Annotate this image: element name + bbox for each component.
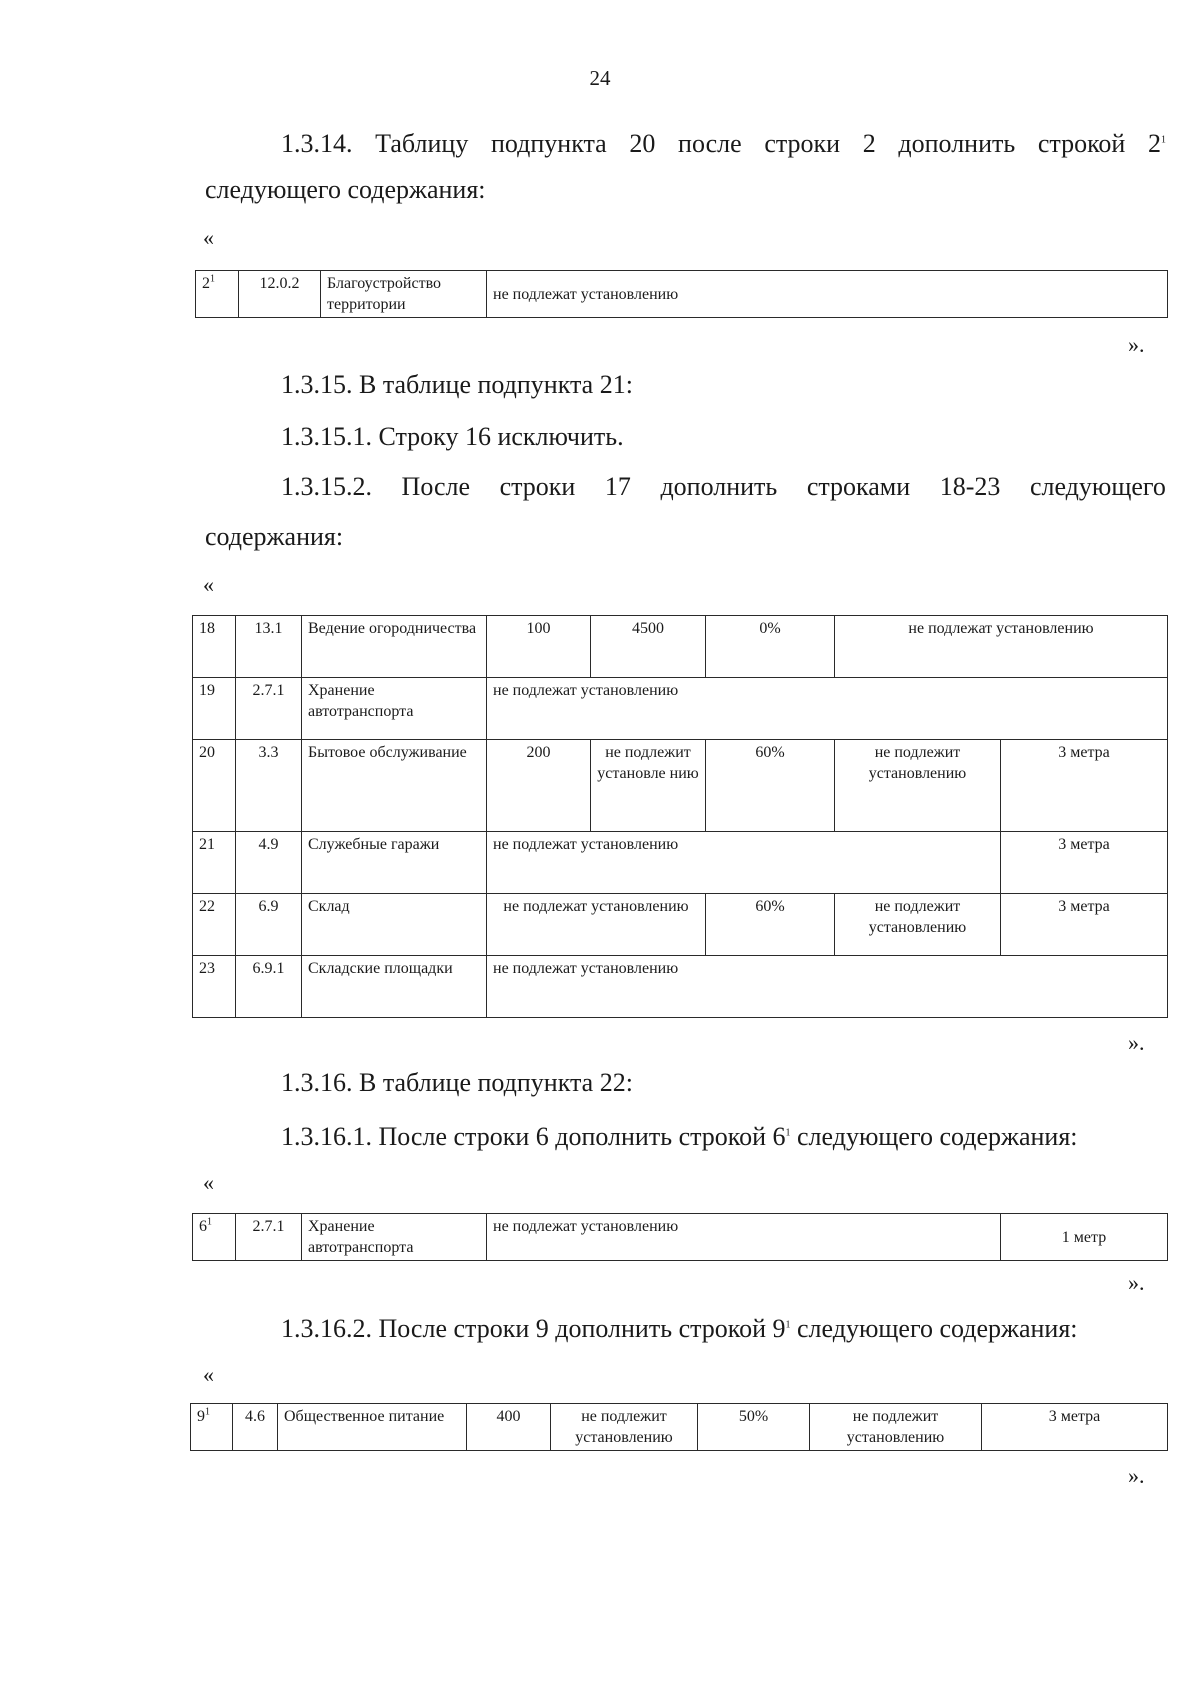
- superscript: 1: [785, 1127, 791, 1139]
- word: После: [401, 472, 471, 501]
- opening-quote: «: [203, 572, 214, 597]
- word: 18-23: [939, 472, 1001, 501]
- cell-value: 50%: [698, 1404, 810, 1451]
- closing-quote: ».: [1128, 332, 1145, 357]
- word: строками: [806, 472, 911, 501]
- cell-value: 3 метра: [1001, 832, 1168, 894]
- cell-code: 4.6: [233, 1404, 278, 1451]
- cell-code: 6.9.1: [236, 956, 302, 1018]
- cell-row-number: [191, 1404, 233, 1451]
- cell-merged-value: не подлежат установлению: [487, 1214, 1001, 1261]
- word: 2: [862, 129, 876, 158]
- cell-row-number: 20: [193, 740, 236, 832]
- cell-value: не подлежит установлению: [810, 1404, 982, 1451]
- cell-row-number: 23: [193, 956, 236, 1018]
- word: 1.3.15.2.: [281, 472, 372, 501]
- word: после: [678, 129, 742, 158]
- cell-value: 60%: [706, 740, 835, 832]
- cell-name: Служебные гаражи: [302, 832, 487, 894]
- cell-row-number: 21: [193, 832, 236, 894]
- word: строки: [764, 129, 841, 158]
- table-row: [193, 894, 1168, 956]
- cell-value: не подлежит установлению: [835, 740, 1001, 832]
- word: дополнить: [898, 129, 1016, 158]
- cell-value: 60%: [706, 894, 835, 956]
- word: подпункта: [490, 129, 607, 158]
- word: 20: [629, 129, 656, 158]
- table-row: [193, 956, 1168, 1018]
- opening-quote: «: [203, 225, 214, 250]
- cell-name: Складские площадки: [302, 956, 487, 1018]
- cell-value: 200: [487, 740, 591, 832]
- closing-quote: ».: [1128, 1030, 1145, 1055]
- table-row: [193, 1214, 1168, 1261]
- cell-code: 6.9: [236, 894, 302, 956]
- cell-name: Склад: [302, 894, 487, 956]
- table-row-9-1: [190, 1403, 1168, 1451]
- cell-value: не подлежат установлению: [487, 271, 1168, 318]
- page-number: 24: [589, 66, 611, 90]
- cell-value: не подлежит установле нию: [591, 740, 706, 832]
- cell-value: 3 метра: [1001, 740, 1168, 832]
- cell-row-number: 22: [193, 894, 236, 956]
- row-number-text: 9: [197, 1408, 205, 1425]
- cell-value: 400: [467, 1404, 551, 1451]
- cell-row-number: 18: [193, 616, 236, 678]
- paragraph-1-3-16: 1.3.16. В таблице подпункта 22:: [281, 1068, 633, 1097]
- cell-merged-value: не подлежат установлению: [487, 956, 1168, 1018]
- cell-code: 12.0.2: [239, 271, 321, 318]
- superscript: 1: [205, 1406, 210, 1418]
- cell-row-number: [193, 1214, 236, 1261]
- word: строки: [499, 472, 576, 501]
- cell-code: 13.1: [236, 616, 302, 678]
- cell-code: 4.9: [236, 832, 302, 894]
- superscript: 1: [207, 1216, 212, 1228]
- cell-merged-value: не подлежат установлению: [487, 832, 1001, 894]
- cell-value: не подлежат установлению: [835, 616, 1168, 678]
- paragraph-1-3-15-2-line2: содержания:: [205, 522, 344, 551]
- cell-row-number: 19: [193, 678, 236, 740]
- superscript: 1: [210, 273, 215, 285]
- paragraph-text: 1.3.16.1. После строки 6 дополнить строкой 6: [281, 1122, 786, 1151]
- cell-value: 1 метр: [1001, 1214, 1168, 1261]
- row-number-text: 2: [1147, 129, 1161, 158]
- word: следующего: [1029, 472, 1166, 501]
- table-row: [196, 271, 1168, 318]
- cell-code: 3.3: [236, 740, 302, 832]
- cell-value: не подлежит установлению: [551, 1404, 698, 1451]
- cell-name: Общественное питание: [278, 1404, 467, 1451]
- word: 1.3.14.: [281, 129, 353, 158]
- cell-merged-value: не подлежат установлению: [487, 678, 1168, 740]
- word-with-superscript: [1148, 127, 1166, 161]
- paragraph-1-3-15-2-line1: [281, 470, 1166, 504]
- closing-quote: ».: [1128, 1463, 1145, 1488]
- cell-code: 2.7.1: [236, 678, 302, 740]
- table-row: [193, 678, 1168, 740]
- closing-quote: ».: [1128, 1270, 1145, 1295]
- paragraph-1-3-14-line2: следующего содержания:: [205, 175, 486, 204]
- table-rows-18-23: [192, 615, 1168, 1018]
- cell-name: Хранение автотранспорта: [302, 1214, 487, 1261]
- paragraph-1-3-16-2: [281, 1312, 1078, 1346]
- row-number-text: 2: [202, 275, 210, 292]
- row-number-text: 6: [199, 1218, 207, 1235]
- table-row: [193, 740, 1168, 832]
- paragraph-text: 1.3.16.2. После строки 9 дополнить строкой 9: [281, 1314, 786, 1343]
- cell-name: Хранение автотранспорта: [302, 678, 487, 740]
- paragraph-1-3-15-1: 1.3.15.1. Строку 16 исключить.: [281, 422, 624, 451]
- paragraph-text: следующего содержания:: [790, 1122, 1078, 1151]
- cell-merged-value: не подлежат установлению: [487, 894, 706, 956]
- cell-value: 4500: [591, 616, 706, 678]
- cell-value: 100: [487, 616, 591, 678]
- table-row-6-1: [192, 1213, 1168, 1261]
- word: дополнить: [660, 472, 778, 501]
- cell-value: 3 метра: [1001, 894, 1168, 956]
- opening-quote: «: [203, 1362, 214, 1387]
- opening-quote: «: [203, 1170, 214, 1195]
- paragraph-1-3-14-line1: [281, 127, 1166, 161]
- table-row: [191, 1404, 1168, 1451]
- table-row: [193, 616, 1168, 678]
- paragraph-1-3-16-1: [281, 1120, 1078, 1154]
- paragraph-text: следующего содержания:: [790, 1314, 1078, 1343]
- word: строкой: [1037, 129, 1126, 158]
- cell-name: Ведение огородничества: [302, 616, 487, 678]
- cell-value: не подлежит установлению: [835, 894, 1001, 956]
- cell-value: 3 метра: [982, 1404, 1168, 1451]
- cell-name: Бытовое обслуживание: [302, 740, 487, 832]
- superscript: 1: [1160, 134, 1166, 146]
- word: Таблицу: [375, 129, 469, 158]
- cell-code: 2.7.1: [236, 1214, 302, 1261]
- paragraph-1-3-15: 1.3.15. В таблице подпункта 21:: [281, 370, 633, 399]
- word: 17: [604, 472, 631, 501]
- cell-value: 0%: [706, 616, 835, 678]
- table-row: [193, 832, 1168, 894]
- table-row-2-1: [195, 270, 1168, 318]
- cell-name: Благоустройство территории: [321, 271, 487, 318]
- cell-row-number: [196, 271, 239, 318]
- superscript: 1: [785, 1319, 791, 1331]
